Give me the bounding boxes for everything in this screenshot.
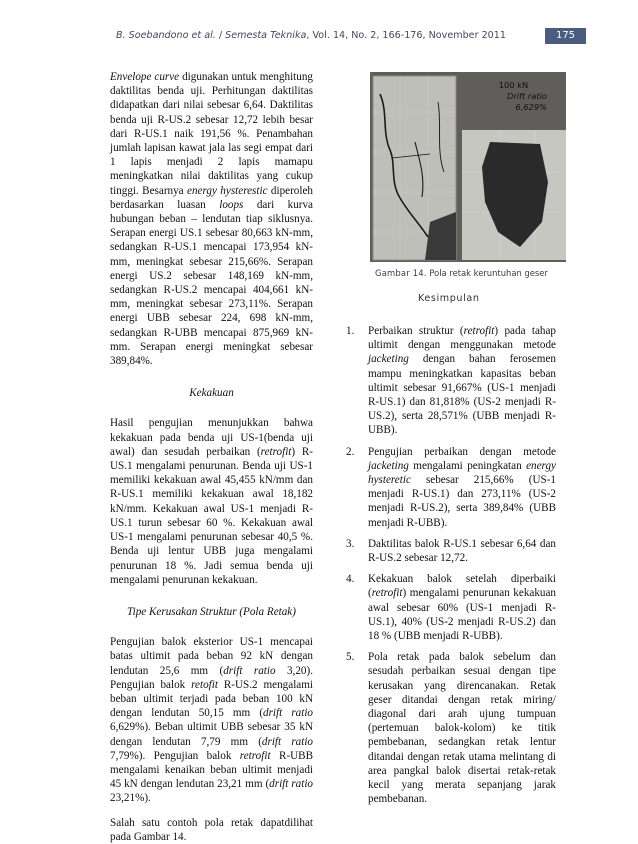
term-energy-hysterestic: energy hysterestic [187,184,268,197]
term-jacketing: jacketing [368,459,409,472]
text-run: Daktilitas balok R-US.1 sebesar 6,64 dan R-US.2 sebesar 12,72. [368,537,556,565]
conclusion-item-5 [346,650,556,806]
text-run: 3,20). Pengujian balok [110,664,313,691]
paragraph-stiffness [110,416,313,586]
text-run: 7,79%). Pengujian balok [110,749,240,762]
conclusion-item-2 [346,445,556,530]
conclusion-item-1 [346,324,556,438]
heading-crack-pattern: Tipe Kerusakan Struktur (Pola Retak) [127,605,296,618]
text-run: 6,629%). Beban ultimit UBB sebesar 35 kN dengan lendutan 7,79 mm ( [110,721,313,748]
text-run: Pengujian perbaikan dengan metode [368,445,556,458]
paragraph-ductility [110,70,313,368]
text-run: dari kurva hubungan beban – lendutan tiap siklusnya. Serapan energi US.1 sebesar 80,663 kN-mm, sedangkan R-US.1 mencapai 173,954 kN-mm, meningkat sebesar 215,66%. Serapan energi US.2 sebesar 148,169 kN-mm, sedangkan R-US.2 mencapai 404,661 kN-mm, meningkat sebesar 273,11%. Serapan energi UBB sebesar 224, 698 kN-mm, sedangkan R-UBB mencapai 875,969 kN-mm. Serapan energi meningkat sebesar 389,84%. [110,198,313,368]
text-run: diperoleh berdasarkan luasan [110,184,313,211]
text-run: digunakan untuk menghitung daktilitas benda uji. Perhitungan daktilitas didapatkan dari nilai sebesar 6,64. Daktilitas benda uji R-US.2 sebesar 12,72 lebih besar dari R-US.1 naik 191,56 %. Penambahan jumlah lapisan kawat jala las segi empat dari 1 lapis menjadi 2 lapis mamapu meningkatkan nilai daktilitas yang cukup tinggi. Besarnya [110,71,313,197]
figure-annotation [480,80,547,113]
citation-details: , Vol. 14, No. 2, 166-176, November 2011 [306,30,506,41]
term-envelope-curve: Envelope curve [110,71,180,83]
term-retrofit: retrofit [239,749,271,762]
heading-kekakuan: Kekakuan [189,387,234,400]
text-run: Pola retak pada balok sebelum dan sesudah perbaikan sesuai dengan tipe kerusakan yang direncanakan. Retak geser ditandai dengan retak miring/ diagonal dari arah ujung tumpuan (pertemuan balok-kolom) ke titik pembebanan, sedangkan retak lentur ditandai dengan retak utama melintang di area pangkal balok disertai retak-retak kecil yang merata sepanjang jarak pembebanan. [368,651,556,806]
term-drift-ratio: drift ratio [263,707,313,720]
conclusion-item-3 [346,537,556,565]
figure-caption [375,268,548,278]
term-retrofit: retrofit [371,587,403,600]
text-run: R-UBB mengalami kenaikan beban ultimit menjadi 45 kN dengan lendutan 23,21 mm ( [110,749,313,791]
term-retrofit: retrofit [463,325,495,337]
text-run: dengan bahan ferosemen mampu meningkatkan kapasitas beban ultimit sebesar 91,667% (US-1 menjadi R-US.1) dan 81,818% (US-2 menjadi R-US.2), serta 28,571% (UBB menjadi R-UBB). [368,353,556,437]
text-run: Kekakuan balok setelah diperbaiki ( [368,573,556,600]
text-run: mengalami peningkatan [408,459,527,472]
text-run: 23,21%). [110,792,151,805]
item-number: 2. [346,445,355,458]
item-number: 3. [346,537,355,550]
journal-citation: B. Soebandono et al. / Semesta Teknika, Vol. 14, No. 2, 166-176, November 2011 [115,30,506,41]
text-run: Pengujian balok eksterior US-1 mencapai batas ultimit pada beban 92 kN dengan lendutan 25,6 mm ( [110,636,313,677]
paragraph-figure-reference: Salah satu contoh pola retak dapatdilihat pada Gambar 14. [110,816,313,843]
text-run: ) mengalami penurunan kekakuan awal sebesar 60% (US-1 menjadi R-US.1), 40% (US-2 menjadi R-US.2) dan 18 % (UBB menjadi R-UBB). [368,587,556,643]
term-energy-hysteretic: energy hysteretic [368,459,556,487]
conclusion-item-4 [346,572,556,643]
term-drift-ratio: drift ratio [269,778,313,791]
text-run: R-US.2 mengalami beban ultimit terjadi pada beban 100 kN dengan lendutan 50,15 mm ( [110,678,313,720]
item-number: 1. [346,325,355,337]
section-title-kesimpulan: Kesimpulan [418,293,480,304]
running-header [0,0,638,40]
caption-label: Gambar 14. [375,268,427,278]
caption-text: Pola retak keruntuhan geser [429,268,548,278]
conclusions-list [346,324,556,814]
term-retrofit: retrofit [260,445,292,458]
page-number: 175 [545,28,586,44]
annotation-drift-ratio: Drift ratio 6,629% [506,91,547,112]
item-number: 4. [346,573,355,586]
journal-name: Semesta Teknika [225,30,307,41]
term-jacketing: jacketing [368,353,409,366]
text-run: Perbaikan struktur ( [368,325,464,337]
left-column [110,70,313,844]
text-run: Hasil pengujian menunjukkan bahwa kekakuan pada benda uji US-1(benda uji awal) dan sesudah perbaikan ( [110,417,313,458]
text-run: sebesar 215,66% (US-1 menjadi R-US.1) dan 273,11% (US-2 menjadi R-US.2), serta 389,84% (UBB menjadi R-UBB). [368,474,556,529]
term-retofit: retofit [191,678,218,691]
paragraph-crack-pattern [110,635,313,805]
annotation-load: 100 kN [498,80,529,90]
item-number: 5. [346,651,355,664]
text-run: ) pada tahap ultimit dengan menggunakan metode [368,325,557,352]
text-run: ) R-US.1 mengalami penurunan. Benda uji US-1 memiliki kekakuan awal 45,455 kN/mm dan R-US.1 memiliki kekakuan awal 18,182 kN/mm. Kekakuan awal US-1 menjadi R-US.1 turun sebesar 60 %. Kekakuan awal US-1 mengalami penurunan sebesar 40,5 %. Benda uji lentur UBB juga mengalami penurunan 18 %. Jadi semua benda uji mengalami penurunan kekakuan. [110,445,313,586]
term-drift-ratio: drift ratio [261,735,313,748]
term-drift-ratio: drift ratio [223,664,276,677]
term-loops: loops [219,198,244,211]
authors: B. Soebandono et al. [115,30,216,41]
